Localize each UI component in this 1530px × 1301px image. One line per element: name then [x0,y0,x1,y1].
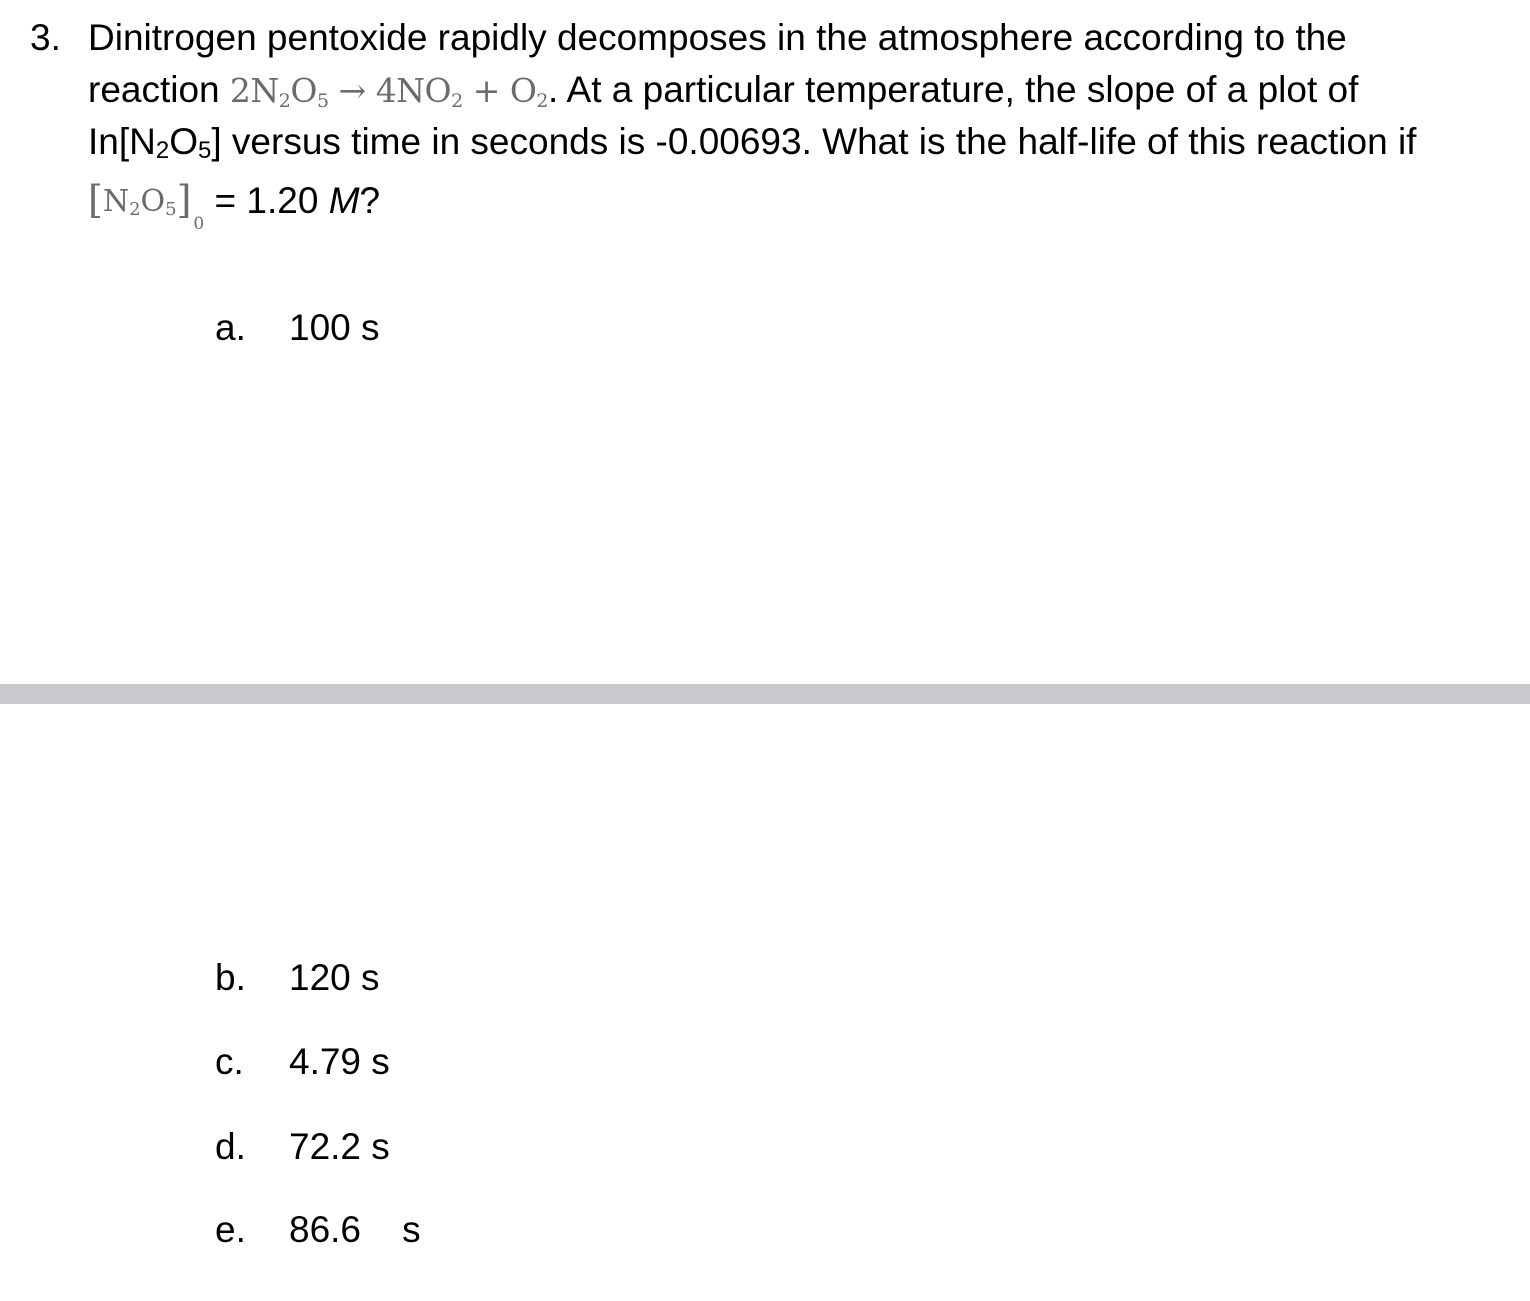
section-divider [0,684,1530,704]
reaction-arrow: → [328,71,376,110]
choice-letter: d. [215,1126,246,1167]
choice-value: 120 s [289,957,380,998]
question-line-1: Dinitrogen pentoxide rapidly decomposes in the atmosphere according to the [88,17,1347,58]
choice-value: 100 s [289,307,380,348]
choice-letter: b. [215,957,246,998]
choice-value: 72.2 s [289,1126,390,1167]
question-line-2 [88,64,1358,117]
question-line-2-text: . At a particular temperature, the slope of a plot of [548,69,1359,110]
choice-value: 4.79 s [289,1041,390,1082]
question-line-4: $[N_2O_5]_0 = 1.20$ M? [88,178,381,234]
molarity-unit: M [328,180,360,221]
reaction-equation-image: $2N_2O_5 \to 4NO_2 + O_2$ [229,71,549,112]
choice-letter: a. [215,307,246,348]
reaction-label: reaction [88,69,220,110]
choice-value: 86.6 s [289,1209,421,1250]
choice-letter: e. [215,1209,246,1250]
initial-concentration-image: $[N_2O_5]_0$ [88,178,205,234]
question-number: 3. [30,17,61,58]
question-line-3: $In[N_2O_5]$ versus time in seconds is -0.00693. What is the half-life of this reaction if [88,121,1417,164]
choice-letter: c. [215,1041,244,1082]
initial-concentration-value: = 1.20 [214,180,329,221]
